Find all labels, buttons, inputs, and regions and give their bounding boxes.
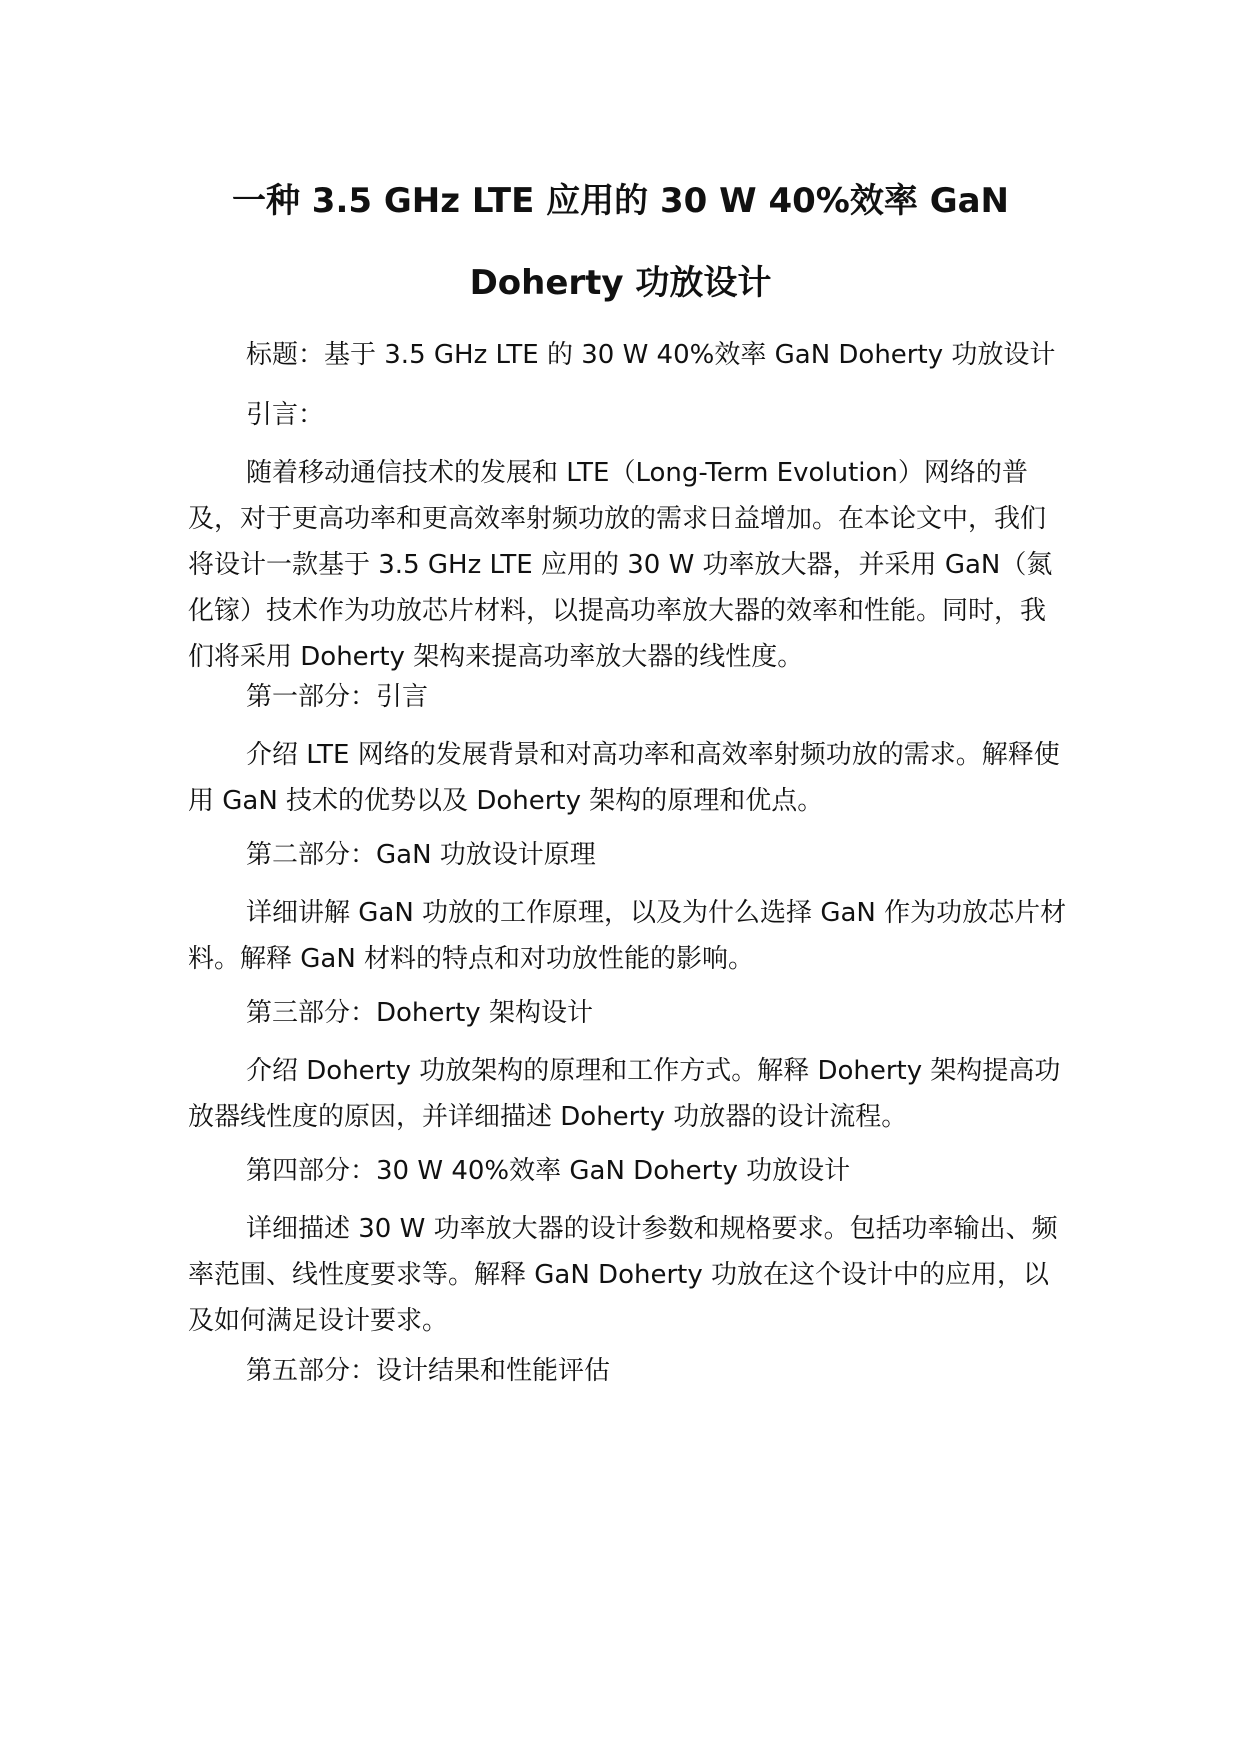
section-heading-part-4: 第四部分：30 W 40%效率 GaN Doherty 功放设计: [246, 1156, 851, 1186]
paragraph-introduction-body: 随着移动通信技术的发展和 LTE（Long-Term Evolution）网络的普及，对于更高功率和更高效率射频功放的需求日益增加。在本论文中，我们将设计一款基于 3.5 GHz LTE 应用的 30 W 功率放大器，并采用 GaN（氮化镓）技术作为功放芯片材料，以提高功率放大器的效率和性能。同时，我们将采用 Doherty 架构来提高功率放大器的线性度。: [188, 458, 1053, 672]
document-title-line-2: Doherty 功放设计: [469, 263, 772, 303]
section-heading-part-3: 第三部分：Doherty 架构设计: [246, 998, 593, 1028]
section-heading-part-5: 第五部分：设计结果和性能评估: [246, 1356, 611, 1386]
section-heading-part-2: 第二部分：GaN 功放设计原理: [246, 840, 596, 870]
paragraph-introduction-heading: 引言：: [246, 400, 325, 430]
paragraph-part-4: 详细描述 30 W 功率放大器的设计参数和规格要求。包括功率输出、频率范围、线性度要求等。解释 GaN Doherty 功放在这个设计中的应用，以及如何满足设计要求。: [188, 1214, 1058, 1336]
paragraph-title: 标题：基于 3.5 GHz LTE 的 30 W 40%效率 GaN Doherty 功放设计: [246, 340, 1056, 370]
section-heading-part-1: 第一部分：引言: [246, 682, 429, 712]
paragraph-part-2: 详细讲解 GaN 功放的工作原理，以及为什么选择 GaN 作为功放芯片材料。解释 GaN 材料的特点和对功放性能的影响。: [188, 898, 1067, 974]
paragraph-part-1: 介绍 LTE 网络的发展背景和对高功率和高效率射频功放的需求。解释使用 GaN 技术的优势以及 Doherty 架构的原理和优点。: [188, 740, 1060, 816]
paragraph-part-3: 介绍 Doherty 功放架构的原理和工作方式。解释 Doherty 架构提高功放器线性度的原因，并详细描述 Doherty 功放器的设计流程。: [188, 1056, 1061, 1132]
document-title-line-1: 一种 3.5 GHz LTE 应用的 30 W 40%效率 GaN: [231, 181, 1010, 221]
